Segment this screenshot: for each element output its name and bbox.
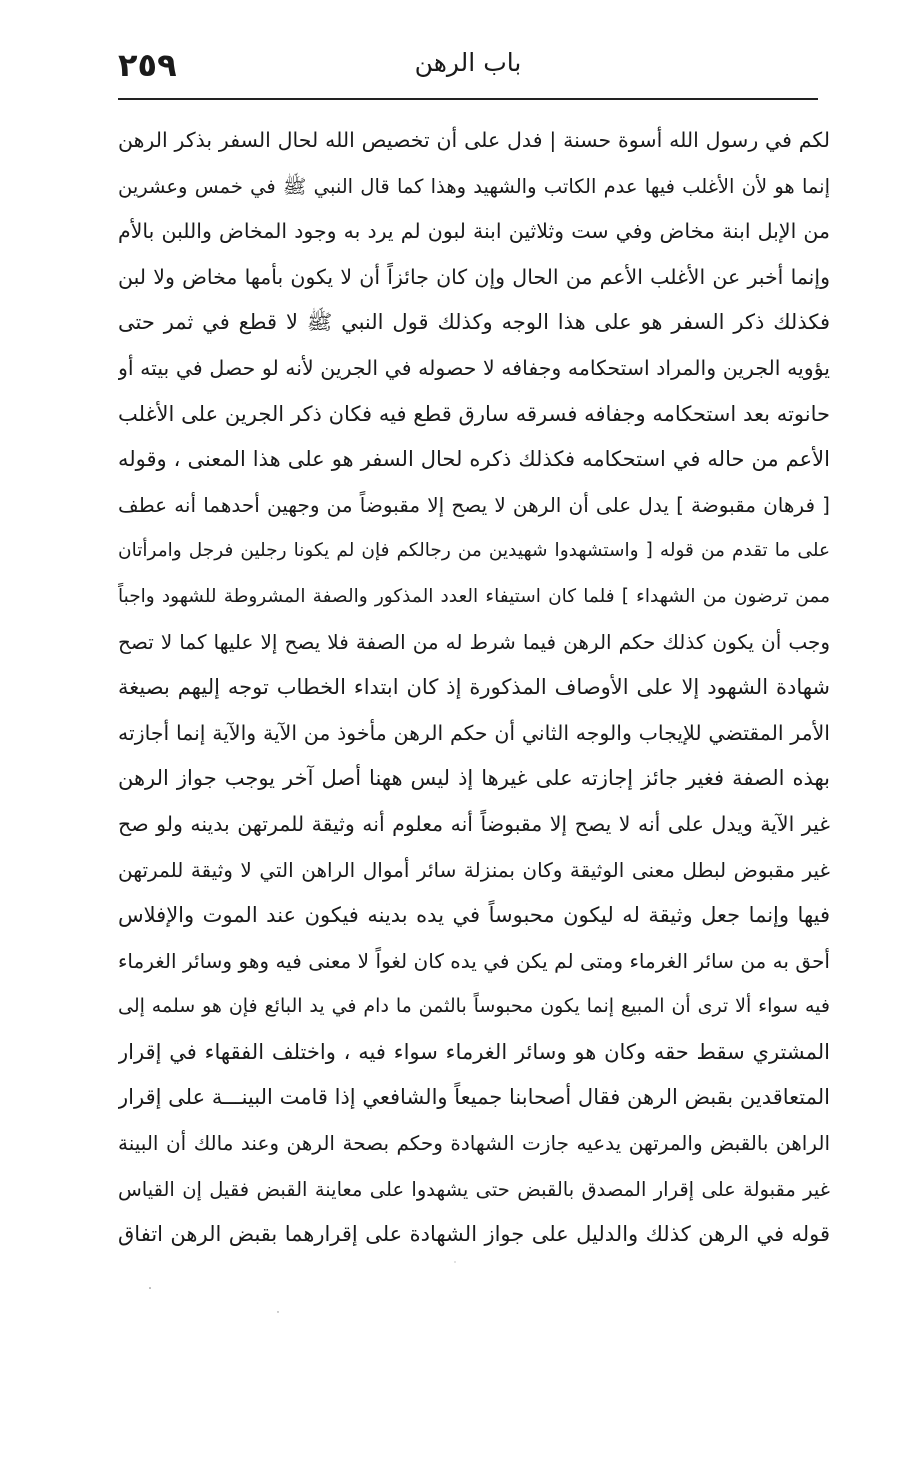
text-line: وجب أن يكون كذلك حكم الرهن فيما شرط له من الصفة فلا يصح إلا عليها كما لا تصح [118,629,830,654]
text-line: غير مقبوض لبطل معنى الوثيقة وكان بمنزلة سائر أموال الراهن التي لا وثيقة للمرتهن [118,857,830,882]
text-line: ممن ترضون من الشهداء ] فلما كان استيفاء العدد المذكور والصفة المشروطة للشهود واجباً [118,585,830,607]
text-line: المشتري سقط حقه وكان هو وسائر الغرماء سواء فيه ، واختلف الفقهاء في إقرار [118,1039,830,1064]
text-line: فيها وإنما جعل وثيقة له ليكون محبوساً في يده بدينه فيكون عند الموت والإفلاس [118,903,830,928]
text-line: [ فرهان مقبوضة ] يدل على أن الرهن لا يصح إلا مقبوضاً من وجهين أحدهما أنه عطف [118,492,830,517]
text-line: شهادة الشهود إلا على الأوصاف المذكورة إذ كان ابتداء الخطاب توجه إليهم بصيغة [118,675,830,700]
text-line: الراهن بالقبض والمرتهن يدعيه جازت الشهادة وحكم بصحة الرهن وعند مالك أن البينة [118,1131,830,1156]
body-text [118,118,830,1258]
text-line: إنما هو لأن الأغلب فيها عدم الكاتب والشهيد وهذا كما قال النبي ﷺ في خمس وعشرين [118,174,830,198]
text-line: حانوته بعد استحكامه وجفافه فسرقه سارق قطع فيه فكان ذكر الجرين على الأغلب [118,401,830,426]
text-line: الأمر المقتضي للإيجاب والوجه الثاني أن حكم الرهن مأخوذ من الآية والآية إنما أجازته [118,720,830,745]
text-line: فيه سواء ألا ترى أن المبيع إنما يكون محبوساً بالثمن ما دام في يد البائع فإن هو سلمه إلى [118,995,830,1018]
page-number: ٢٥٩ [118,46,177,84]
text-line: على ما تقدم من قوله [ واستشهدوا شهيدين من رجالكم فإن لم يكونا رجلين فرجل وامرأتان [118,540,830,562]
text-line: بهذه الصفة فغير جائز إجازته على غيرها إذ ليس ههنا أصل آخر يوجب جواز الرهن [118,766,830,791]
text-line: غير مقبولة على إقرار المصدق بالقبض حتى يشهدوا على معاينة القبض فقيل إن القياس [118,1177,830,1201]
header-divider [118,98,818,100]
text-line: قوله في الرهن كذلك والدليل على جواز الشهادة على إقرارهما بقبض الرهن اتفاق [118,1222,830,1247]
text-line: من الإبل ابنة مخاض وفي ست وثلاثين ابنة لبون لم يرد به وجود المخاض واللبن بالأم [118,219,830,244]
text-line: يؤويه الجرين والمراد استحكامه وجفافه لا حصوله في الجرين لأنه لو حصل في بيته أو [118,355,830,380]
text-line: أحق به من سائر الغرماء ومتى لم يكن في يده كان لغواً لا معنى فيه وهو وسائر الغرماء [118,948,830,973]
text-line: المتعاقدين بقبض الرهن فقال أصحابنا جميعاً والشافعي إذا قامت البينـــة على إقرار [118,1085,830,1110]
chapter-title: باب الرهن [414,48,522,77]
text-line: الأعم من حاله في استحكامه فكذلك ذكره لحال السفر هو على هذا المعنى ، وقوله [118,447,830,472]
text-line: غير الآية ويدل على أنه لا يصح إلا مقبوضاً أنه معلوم أنه وثيقة للمرتهن بدينه ولو صح [118,811,830,836]
page-header [118,44,818,98]
text-line: لكم في رسول الله أسوة حسنة | فدل على أن تخصيص الله لحال السفر بذكر الرهن [118,128,830,152]
text-line: فكذلك ذكر السفر هو على هذا الوجه وكذلك قول النبي ﷺ لا قطع في ثمر حتى [118,310,830,335]
text-line: وإنما أخبر عن الأغلب الأعم من الحال وإن كان جائزاً أن لا يكون بأمها مخاض ولا لبن [118,264,830,289]
